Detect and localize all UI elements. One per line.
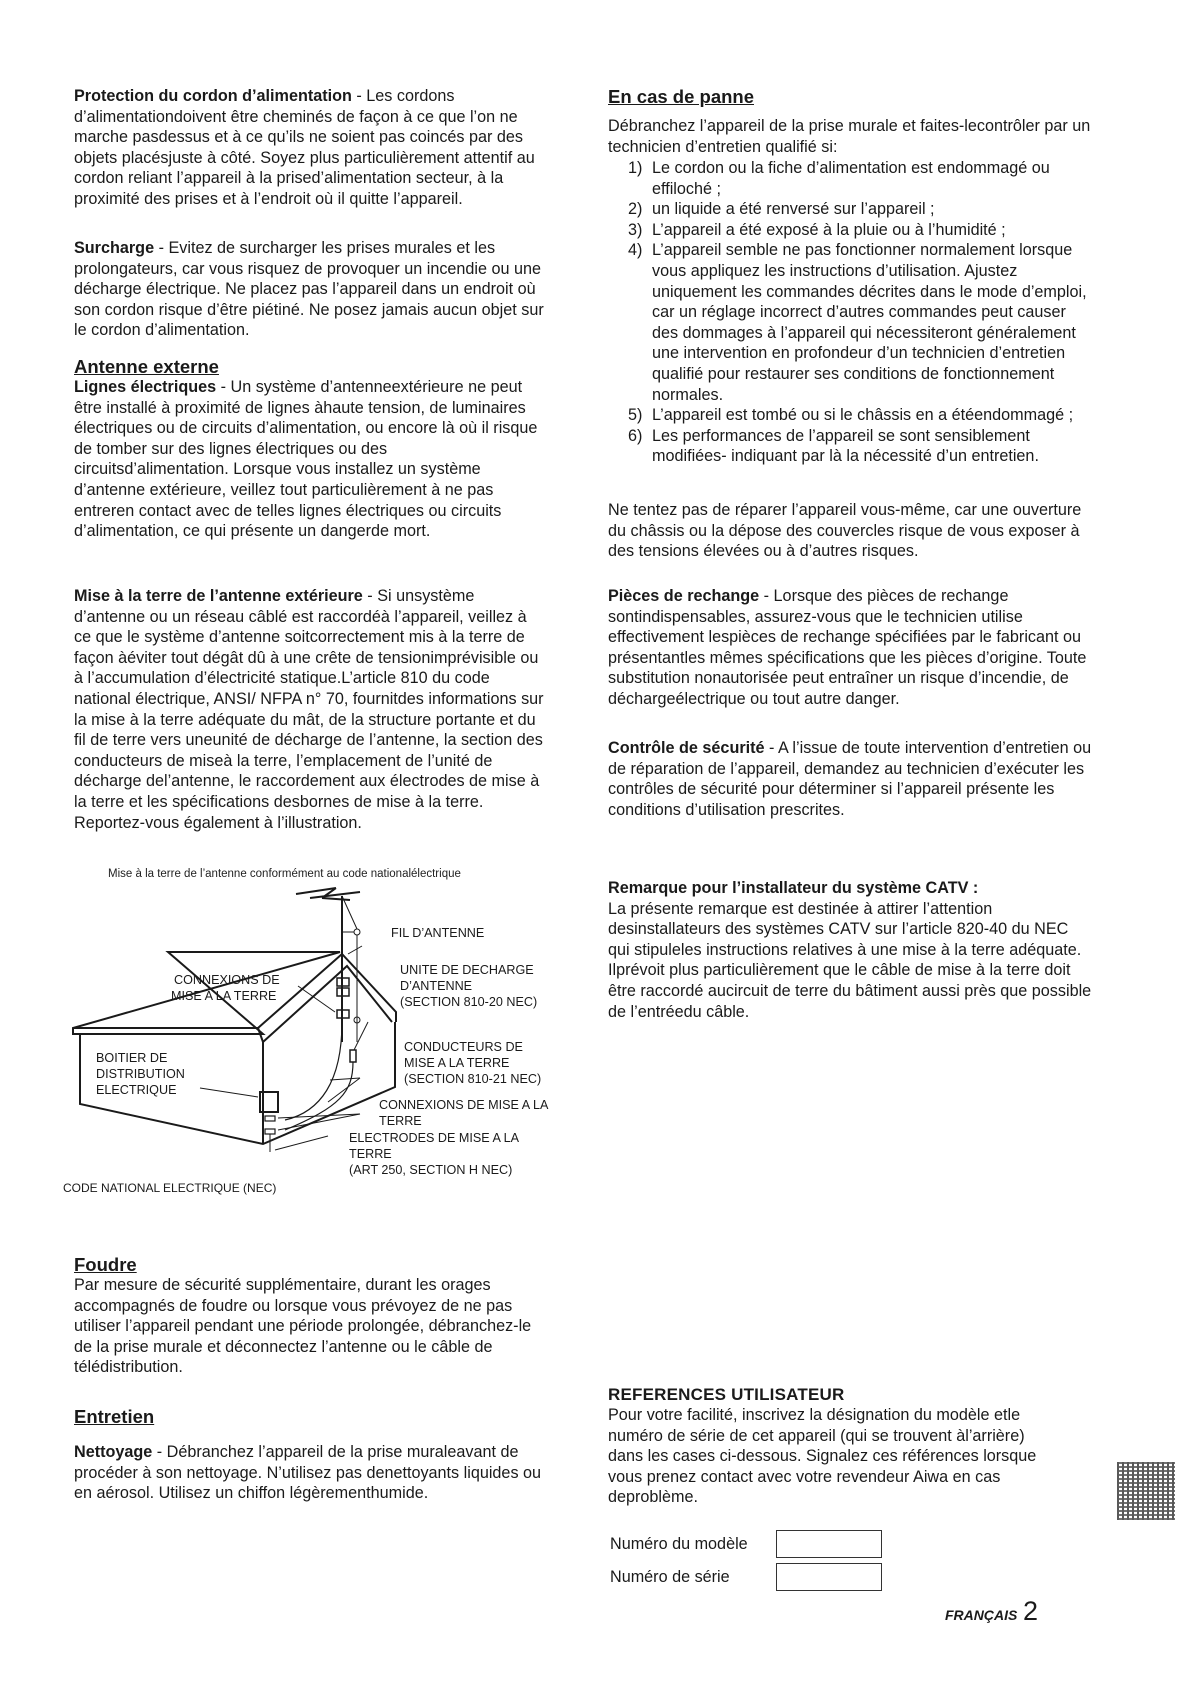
failure-list (608, 158, 1092, 467)
label-ground-clamps-1: CONNEXIONS DE (174, 973, 280, 987)
power-cord-text: - Les cordons d’alimentationdoivent être cheminés de façon à ce que l’on ne marche pasdessus et à ce qu’ils ne soient pas coincés par des objets placésjuste à côté. Soyez plus particulièrement attentif au cordon reliant l’appareil à la prised’alimentation secteur, à la proximité des prises et à l’endroit où il quitte l’appareil. (74, 87, 535, 208)
overload-text: - Evitez de surcharger les prises murales et les prolongateurs, car vous risquez de provoquer un incendie ou une décharge électrique. Ne placez pas l’appareil dans un endroit où son cordon risque d’être piétiné. Ne posez jamais aucun objet sur le cordon d’alimentation. (74, 239, 544, 340)
power-lines-paragraph (74, 377, 544, 542)
failure-intro: Débranchez l’appareil de la prise murale et faites-lecontrôler par un technicien d’entretien qualifié si: (608, 117, 1091, 156)
safety-check-title: Contrôle de sécurité (608, 739, 765, 757)
label-ground-conductors-2: MISE A LA TERRE (404, 1056, 510, 1070)
safety-check-paragraph (608, 738, 1092, 820)
serial-number-field[interactable] (776, 1563, 882, 1591)
page-number: 2 (1023, 1596, 1039, 1626)
overload-title: Surcharge (74, 239, 155, 257)
failure-item: 1) Le cordon ou la fiche d’alimentation est endommagé ou effiloché ; (628, 159, 1050, 198)
label-ground-conductors-3: (SECTION 810-21 NEC) (404, 1072, 542, 1086)
failure-item: 2) un liquide a été renversé sur l’appareil ; (628, 200, 935, 219)
label-ground-conductors-1: CONDUCTEURS DE (404, 1040, 523, 1054)
label-electrodes-3: (ART 250, SECTION H NEC) (349, 1163, 513, 1177)
label-discharge-unit-3: (SECTION 810-20 NEC) (400, 995, 538, 1009)
antenna-grounding-title: Mise à la terre de l’antenne extérieure (74, 587, 363, 605)
label-discharge-unit-2: D’ANTENNE (400, 979, 473, 993)
lightning-paragraph: Par mesure de sécurité supplémentaire, durant les orages accompagnés de foudre ou lorsque vous prévoyez de ne pas utiliser l’appareil pendant une période prolongée, débranchez-le de la prise murale et déconnectez l’antenne ou le câble de télédistribution. (74, 1276, 532, 1377)
label-discharge-unit-1: UNITE DE DECHARGE (400, 963, 534, 977)
label-service-box-2: DISTRIBUTION (96, 1067, 185, 1081)
references-paragraph: Pour votre facilité, inscrivez la désignation du modèle etle numéro de série de cet appareil (qui se trouvent àl’arrière) dans les cases ci-dessous. Signalez ces références lorsque vous prenez contact avec votre revendeur Aiwa en cas deproblème. (608, 1406, 1037, 1507)
parts-paragraph (608, 586, 1092, 710)
serial-number-label: Numéro de série (610, 1567, 730, 1586)
antenna-heading: Antenne externe (74, 356, 219, 377)
diagram-caption: Mise à la terre de l’antenne conformément au code nationalélectrique (108, 868, 461, 880)
cleaning-title: Nettoyage (74, 1443, 153, 1461)
cleaning-paragraph (74, 1442, 544, 1504)
references-heading: REFERENCES UTILISATEUR (608, 1385, 845, 1404)
failure-warning: Ne tentez pas de réparer l’appareil vous-même, car une ouverture du châssis ou la dépose des couvercles risque de vous exposer à des tensions élevées ou à d’autres risques. (608, 501, 1082, 561)
label-antenna-wire: FIL D’ANTENNE (391, 926, 485, 940)
label-service-box-3: ELECTRIQUE (96, 1083, 177, 1097)
label-service-box-1: BOITIER DE (96, 1051, 168, 1065)
label-lower-ground-clamps-1: CONNEXIONS DE MISE A LA (379, 1098, 549, 1112)
parts-text: - Lorsque des pièces de rechange sontindispensables, assurez-vous que le technicien utilise effectivement lespièces de rechange spécifiées par le fabricant ou présentantles mêmes spécifications que les pièces d’origine. Toute substitution nonautorisée peut entraîner un risque d’incendie, de déchargeélectrique ou tout autre danger. (608, 587, 1087, 708)
lightning-heading: Foudre (74, 1254, 137, 1275)
barcode-pattern (1117, 1462, 1175, 1520)
model-number-row (610, 1530, 882, 1558)
maintenance-heading: Entretien (74, 1406, 155, 1427)
antenna-grounding-text: - Si unsystème d’antenne ou un réseau câblé est raccordéà l’appareil, veillez à ce que le système d’antenne soitcorrectement mis à la terre de façon àéviter tout dégât dû à une crête de tensionimprévisible ou à l’accumulation d’électricité statique.L’article 810 du code national électrique, ANSI/ NFPA n° 70, fournitdes informations sur la mise à la terre adéquate du mât, de la structure portante et du fil de terre vers uneunité de décharge de l’antenne, la section des conducteurs de miseà la terre, l’emplacement de l’unité de décharge del’antenne, le raccordement aux électrodes de mise à la terre et les spécifications desbornes de mise à la terre. Reportez-vous également à l’illustration. (74, 587, 544, 832)
label-lower-ground-clamps-2: TERRE (379, 1114, 422, 1128)
power-cord-title: Protection du cordon d’alimentation (74, 87, 352, 105)
catv-paragraph (608, 878, 1092, 1022)
label-electrodes-2: TERRE (349, 1147, 392, 1161)
power-lines-title: Lignes électriques (74, 378, 217, 396)
references-section (608, 1385, 1092, 1508)
label-nec: CODE NATIONAL ELECTRIQUE (NEC) (63, 1181, 277, 1195)
failure-heading: En cas de panne (608, 86, 754, 107)
failure-item: 5) L’appareil est tombé ou si le châssis en a étéendommagé ; (628, 406, 1074, 425)
model-number-label: Numéro du modèle (610, 1534, 748, 1553)
footer-language: FRANÇAIS (945, 1607, 1018, 1623)
cleaning-text: - Débranchez l’appareil de la prise muraleavant de procéder à son nettoyage. N’utilisez pas denettoyants liquides ou en aérosol. Utilisez un chiffon légèrementhumide. (74, 1443, 542, 1503)
failure-item: 6) Les performances de l’appareil se sont sensiblement modifiées- indiquant par là la nécessité d’un entretien. (628, 426, 1039, 466)
antenna-grounding-paragraph (74, 586, 544, 833)
parts-title: Pièces de rechange (608, 587, 760, 605)
failure-item: 3) L’appareil a été exposé à la pluie ou à l’humidité ; (628, 220, 1006, 239)
safety-check-text: - A l’issue de toute intervention d’entretien ou de réparation de l’appareil, demandez au technicien d’exécuter les contrôles de sécurité pour déterminer si l’appareil présente les conditions d’utilisation prescrites. (608, 739, 1092, 819)
label-electrodes-1: ELECTRODES DE MISE A LA (349, 1131, 520, 1145)
failure-item: 4) L’appareil semble ne pas fonctionner normalement lorsque vous appliquez les instructions d’utilisation. Ajustez uniquement les commandes décrites dans le mode d’emploi, car un réglage incorrect d’autres commandes peut causer des dommages à l’appareil qui nécessiteront généralement une intervention en profondeur d’un technicien d’entretien qualifié pour restaurer ses conditions de fonctionnement normales. (628, 241, 1087, 404)
serial-number-row (610, 1563, 882, 1591)
overload-paragraph (74, 238, 544, 341)
catv-title: Remarque pour l’installateur du système CATV : (608, 879, 979, 897)
catv-text: La présente remarque est destinée à attirer l’attention desinstallateurs des systèmes CATV sur l’article 820-40 du NEC qui stipuleles instructions relatives à une mise à la terre adéquate. Ilprévoit plus particulièrement que le câble de mise à la terre doit être raccordé aucircuit de terre du bâtiment aussi près que possible de l’entréedu câble. (608, 899, 1092, 1021)
label-ground-clamps-2: MISE A LA TERRE (171, 989, 277, 1003)
grounding-diagram (60, 868, 580, 1195)
power-lines-text: - Un système d’antenneextérieure ne peut être installé à proximité de lignes àhaute tension, de luminaires électriques ou de circuits d’alimentation, ou encore là où il risque de tomber sur des lignes électriques ou des circuitsd’alimentation. Lorsque vous installez un système d’antenne extérieure, veillez tout particulièrement à ne pas entreren contact avec de telles lignes électriques ou circuits d’alimentation, ce qui présente un dangerde mort. (74, 378, 538, 541)
power-cord-paragraph (74, 86, 544, 210)
model-number-field[interactable] (776, 1530, 882, 1558)
